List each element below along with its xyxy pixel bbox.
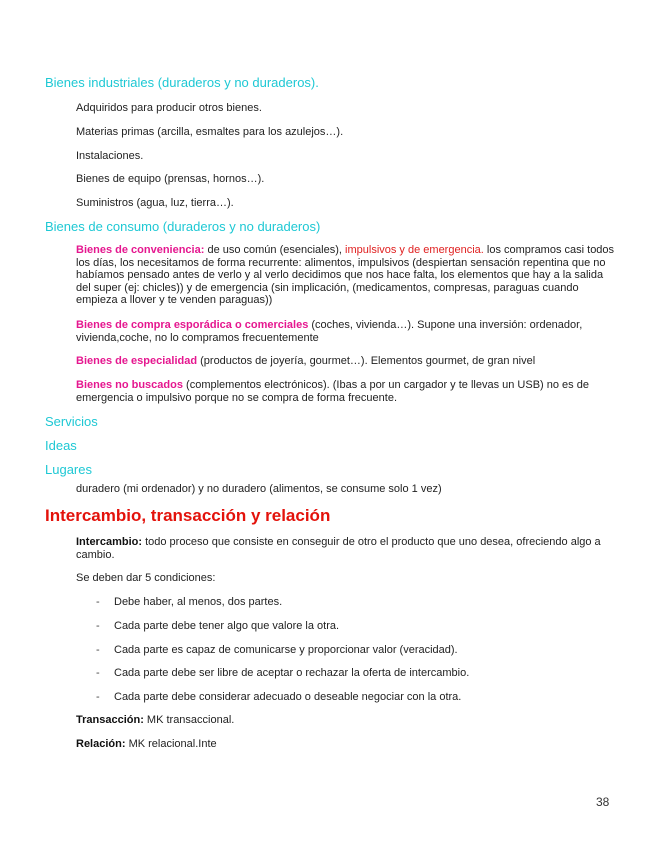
condition-item: Cada parte debe tener algo que valore la otra.: [114, 620, 340, 632]
condition-item: Cada parte debe considerar adecuado o deseable negociar con la otra.: [114, 691, 462, 703]
conveniencia-text-a: de uso común (esenciales),: [204, 244, 346, 256]
conveniencia-text-b: los compramos casi todos los días, los necesitamos de forma recurrente: alimentos, impulsivos (despiertan sensación repentina que no habíamos pensado antes de verlo y al verlo decidimos que nos hace falta, los elementos que hay a la salida del super (ej: chicles)) y de emergencia (sin implicación, (medicamentos, compresas, paraguas cuando empieza a llover y te venden paraguas)): [76, 244, 615, 306]
bullet-dash: -: [96, 667, 100, 679]
heading-intercambio: Intercambio, transacción y relación: [45, 506, 331, 525]
paragraph-intercambio-def: [76, 536, 606, 561]
intercambio-def-text: todo proceso que consiste en conseguir de otro el producto que uno desea, ofreciendo algo a cambio.: [76, 536, 601, 561]
heading-bienes-industriales: Bienes industriales (duraderos y no duraderos).: [45, 75, 319, 90]
paragraph-esporadica: [76, 319, 596, 344]
industrial-item: Bienes de equipo (prensas, hornos…).: [76, 173, 265, 185]
condition-item: Cada parte debe ser libre de aceptar o rechazar la oferta de intercambio.: [114, 667, 470, 679]
condition-item: Debe haber, al menos, dos partes.: [114, 596, 283, 608]
industrial-item: Suministros (agua, luz, tierra…).: [76, 197, 234, 209]
no-buscados-text: (complementos electrónicos). (Ibas a por un cargador y te llevas un USB) no es de emergencia o impulsivo porque no se compra de forma frecuente.: [76, 379, 589, 404]
term-intercambio: Intercambio:: [76, 536, 143, 548]
term-conveniencia: Bienes de conveniencia:: [76, 244, 205, 256]
paragraph-conveniencia: [76, 244, 616, 307]
term-transaccion: Transacción:: [76, 714, 144, 726]
bullet-dash: -: [96, 596, 100, 608]
paragraph-relacion: [76, 738, 217, 751]
heading-bienes-consumo: Bienes de consumo (duraderos y no duraderos): [45, 219, 321, 234]
term-especialidad: Bienes de especialidad: [76, 355, 198, 367]
relacion-text: MK relacional.Inte: [125, 738, 217, 750]
heading-ideas: Ideas: [45, 438, 77, 453]
esporadica-text: (coches, vivienda…). Supone una inversión: ordenador, vivienda,coche, no lo compramos frecuentemente: [76, 319, 583, 344]
paragraph-transaccion: [76, 714, 234, 727]
term-esporadica: Bienes de compra esporádica o comerciales: [76, 319, 309, 331]
conditions-intro: Se deben dar 5 condiciones:: [76, 572, 216, 584]
industrial-item: Adquiridos para producir otros bienes.: [76, 102, 262, 114]
bullet-dash: -: [96, 644, 100, 656]
especialidad-text: (productos de joyería, gourmet…). Elementos gourmet, de gran nivel: [197, 355, 536, 367]
transaccion-text: MK transaccional.: [143, 714, 235, 726]
heading-servicios: Servicios: [45, 414, 98, 429]
lugares-text: duradero (mi ordenador) y no duradero (alimentos, se consume solo 1 vez): [76, 483, 442, 495]
industrial-item: Instalaciones.: [76, 150, 144, 162]
condition-item: Cada parte es capaz de comunicarse y proporcionar valor (veracidad).: [114, 644, 458, 656]
term-no-buscados: Bienes no buscados: [76, 379, 183, 391]
bullet-dash: -: [96, 691, 100, 703]
paragraph-especialidad: [76, 355, 616, 368]
industrial-item: Materias primas (arcilla, esmaltes para los azulejos…).: [76, 126, 344, 138]
term-relacion: Relación:: [76, 738, 126, 750]
page-number: 38: [596, 795, 610, 809]
paragraph-no-buscados: [76, 379, 606, 404]
bullet-dash: -: [96, 620, 100, 632]
heading-lugares: Lugares: [45, 462, 92, 477]
highlight-impulsivos: impulsivos y de emergencia.: [345, 244, 484, 256]
